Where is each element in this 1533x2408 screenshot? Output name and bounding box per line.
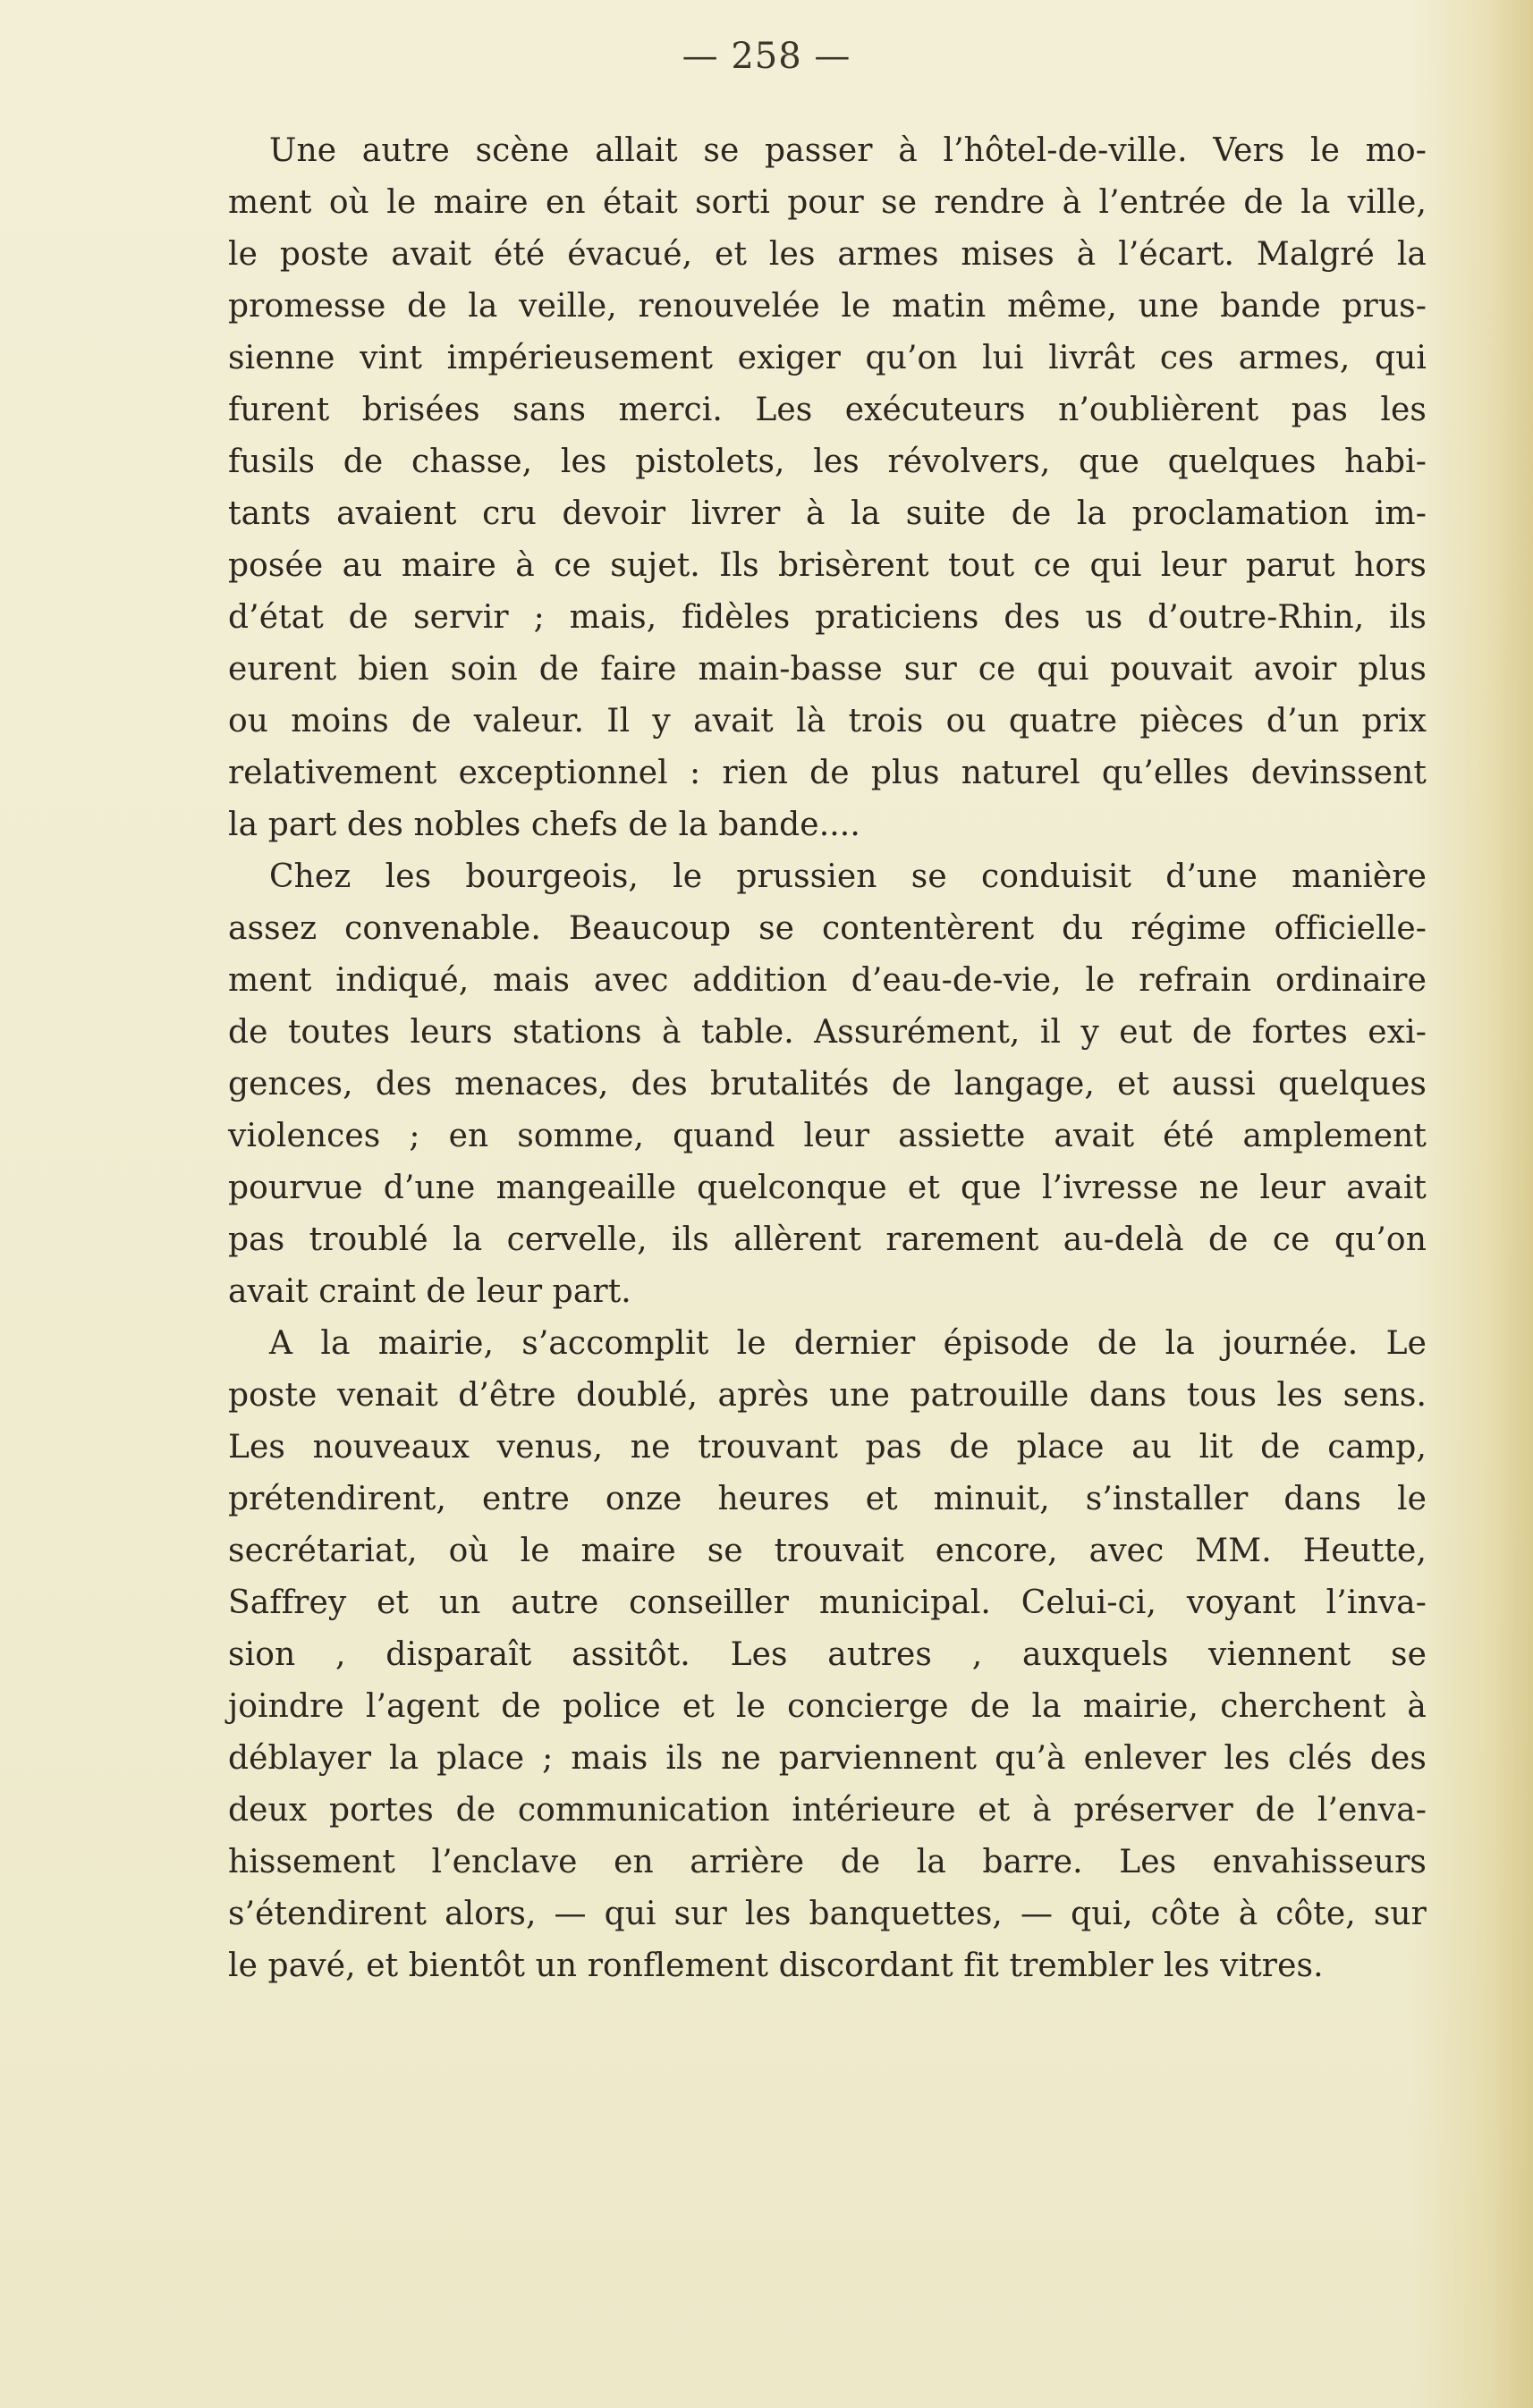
text-line: avait craint de leur part.	[228, 1273, 631, 1310]
text-line: relativement exceptionnel : rien de plus naturel qu’elles devinssent	[228, 755, 1427, 791]
text-line: joindre l’agent de police et le concierge de la mairie, cherchent à	[228, 1688, 1427, 1725]
text-line: A la mairie, s’accomplit le dernier épisode de la journée. Le	[269, 1325, 1427, 1362]
body-text	[228, 125, 1427, 1992]
text-line: secrétariat, où le maire se trouvait encore, avec MM. Heutte,	[228, 1533, 1427, 1569]
text-line: poste venait d’être doublé, après une patrouille dans tous les sens.	[228, 1377, 1427, 1414]
text-line: sienne vint impérieusement exiger qu’on lui livrât ces armes, qui	[228, 340, 1427, 376]
text-line: prétendirent, entre onze heures et minuit, s’installer dans le	[228, 1481, 1427, 1517]
text-line: posée au maire à ce sujet. Ils brisèrent tout ce qui leur parut hors	[228, 547, 1427, 584]
text-line: déblayer la place ; mais ils ne parviennent qu’à enlever les clés des	[228, 1740, 1427, 1777]
text-line: sion , disparaît assitôt. Les autres , auxquels viennent se	[228, 1636, 1427, 1673]
text-line: assez convenable. Beaucoup se contentèrent du régime officielle-	[228, 910, 1427, 947]
text-line: le poste avait été évacué, et les armes mises à l’écart. Malgré la	[228, 236, 1427, 273]
text-line: ment où le maire en était sorti pour se rendre à l’entrée de la ville,	[228, 184, 1427, 221]
paragraph-1	[228, 125, 1427, 851]
text-line: Une autre scène allait se passer à l’hôtel-de-ville. Vers le mo-	[269, 132, 1427, 169]
text-line: promesse de la veille, renouvelée le matin même, une bande prus-	[228, 288, 1427, 325]
text-line: hissement l’enclave en arrière de la barre. Les envahisseurs	[228, 1844, 1427, 1880]
text-line: furent brisées sans merci. Les exécuteurs n’oublièrent pas les	[228, 392, 1427, 428]
text-line: la part des nobles chefs de la bande....	[228, 807, 860, 843]
text-line: deux portes de communication intérieure et à préserver de l’enva-	[228, 1792, 1427, 1829]
text-line: Saffrey et un autre conseiller municipal. Celui-ci, voyant l’inva-	[228, 1584, 1427, 1621]
text-line: de toutes leurs stations à table. Assurément, il y eut de fortes exi-	[228, 1014, 1427, 1051]
text-line: pourvue d’une mangeaille quelconque et que l’ivresse ne leur avait	[228, 1170, 1427, 1206]
text-line: d’état de servir ; mais, fidèles praticiens des us d’outre-Rhin, ils	[228, 599, 1427, 636]
text-line: violences ; en somme, quand leur assiette avait été amplement	[228, 1118, 1427, 1154]
text-line: le pavé, et bientôt un ronflement discordant fit trembler les vitres.	[228, 1948, 1324, 1984]
text-line: eurent bien soin de faire main-basse sur ce qui pouvait avoir plus	[228, 651, 1427, 688]
text-line: ment indiqué, mais avec addition d’eau-de-vie, le refrain ordinaire	[228, 962, 1427, 999]
text-line: ou moins de valeur. Il y avait là trois ou quatre pièces d’un prix	[228, 703, 1427, 739]
text-line: Chez les bourgeois, le prussien se conduisit d’une manière	[269, 858, 1427, 895]
text-line: gences, des menaces, des brutalités de langage, et aussi quelques	[228, 1066, 1427, 1103]
text-line: fusils de chasse, les pistolets, les révolvers, que quelques habi-	[228, 444, 1427, 480]
text-line: tants avaient cru devoir livrer à la suite de la proclamation im-	[228, 495, 1427, 532]
page-number: — 258 —	[682, 36, 851, 77]
paragraph-2	[228, 851, 1427, 1318]
text-line: s’étendirent alors, — qui sur les banquettes, — qui, côte à côte, sur	[228, 1896, 1427, 1932]
paragraph-3	[228, 1318, 1427, 1992]
text-line: Les nouveaux venus, ne trouvant pas de place au lit de camp,	[228, 1429, 1427, 1466]
text-line: pas troublé la cervelle, ils allèrent rarement au-delà de ce qu’on	[228, 1221, 1427, 1258]
